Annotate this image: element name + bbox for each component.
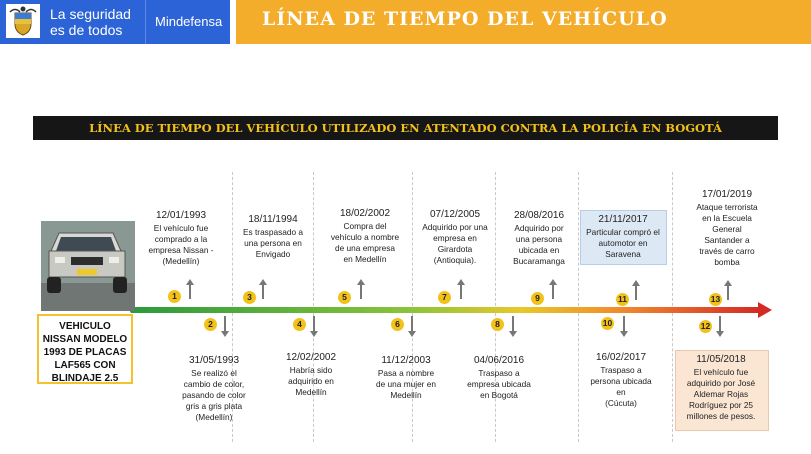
event-text: persona ubicada	[590, 376, 652, 386]
event-text: Pasa a nombre	[377, 368, 435, 378]
header	[0, 0, 811, 44]
event-number-badge: 12	[700, 321, 711, 331]
timeline-event-8	[462, 354, 536, 401]
vehicle-description	[37, 314, 133, 384]
event-date: 11/12/2003	[381, 355, 431, 366]
event-text: Traspaso a	[478, 368, 520, 378]
event-text: Compra del	[343, 221, 387, 231]
event-text: cambio de color,	[183, 379, 245, 389]
timeline-event-11	[582, 213, 664, 260]
event-text: pasando de color	[182, 390, 246, 400]
government-brand	[0, 0, 230, 44]
event-text: millones de pesos.	[686, 411, 756, 421]
event-text: de una empresa	[335, 243, 395, 253]
vehicle-line: BLINDAJE 2.5	[51, 373, 119, 384]
vehicle-photo	[41, 221, 135, 311]
event-text: El vehículo fue	[153, 223, 209, 233]
event-number-badge: 5	[338, 291, 351, 304]
vehicle-line: VEHICULO	[59, 321, 111, 332]
timeline-event-9	[500, 209, 578, 267]
event-text: automotor en	[598, 238, 648, 248]
event-text: empresa Nissan -	[148, 245, 214, 255]
event-text: Particular compró el	[586, 227, 660, 237]
event-text: en	[616, 387, 626, 397]
event-text: adquirido por José	[686, 378, 756, 388]
event-text: bomba	[714, 257, 740, 267]
event-text: Medellín	[295, 387, 327, 397]
event-date: 04/06/2016	[473, 355, 525, 366]
event-number-badge: 2	[204, 318, 217, 331]
timeline-event-12	[677, 353, 765, 422]
page-title: LÍNEA DE TIEMPO DEL VEHÍCULO	[262, 8, 668, 30]
event-text: Ataque terrorista	[696, 202, 758, 212]
event-text: Girardota	[437, 244, 473, 254]
event-text: empresa en	[433, 233, 477, 243]
event-text: Santander a	[704, 235, 750, 245]
event-text: Se realizó el	[191, 368, 237, 378]
slogan-line-1: La seguridad	[50, 6, 131, 22]
event-date: 18/11/1994	[248, 214, 298, 225]
event-text: Habría sido	[289, 365, 333, 375]
timeline-event-5	[322, 207, 408, 265]
event-number-badge: 8	[491, 318, 504, 331]
slogan-line-2: es de todos	[50, 22, 123, 38]
event-date: 31/05/1993	[188, 355, 240, 366]
event-number-badge: 3	[243, 291, 256, 304]
event-text: en la Escuela	[702, 213, 752, 223]
event-text: vehículo a nombre	[330, 232, 400, 242]
event-text: ubicada en	[518, 245, 560, 255]
ministry-name: Mindefensa	[155, 14, 223, 29]
event-text: una persona	[515, 234, 563, 244]
event-text: General	[712, 224, 742, 234]
event-text: Aldemar Rojas	[693, 389, 749, 399]
event-number-badge: 9	[531, 292, 544, 305]
event-text: adquirido en	[288, 376, 334, 386]
event-date: 18/02/2002	[339, 208, 391, 219]
event-text: Medellín	[390, 390, 422, 400]
event-date: 21/11/2017	[598, 214, 648, 225]
header-divider	[145, 0, 146, 44]
event-text: una persona en	[244, 238, 302, 248]
event-text: Envigado	[255, 249, 291, 259]
event-text: Saravena	[605, 249, 641, 259]
timeline-event-2	[180, 354, 248, 423]
event-date: 28/08/2016	[513, 210, 565, 221]
timeline-event-1	[138, 209, 224, 267]
event-number-badge: 6	[391, 318, 404, 331]
vehicle-line: NISSAN MODELO	[42, 334, 128, 345]
event-text: (Antioquia).	[433, 255, 477, 265]
timeline-event-3	[236, 213, 310, 260]
event-number-badge: 4	[293, 318, 306, 331]
event-number-badge: 13	[710, 294, 721, 304]
event-date: 11/05/2018	[696, 354, 746, 365]
event-date: 12/02/2002	[285, 352, 337, 363]
suv-icon	[41, 221, 135, 311]
timeline-event-7	[414, 208, 496, 266]
event-text: (Medellín)	[195, 412, 233, 422]
government-slogan	[50, 6, 145, 38]
event-text: Adquirido por	[514, 223, 564, 233]
event-text: Es traspasado a	[243, 227, 303, 237]
event-date: 17/01/2019	[701, 189, 753, 200]
event-date: 07/12/2005	[429, 209, 481, 220]
event-number-badge: 7	[438, 291, 451, 304]
event-date: 12/01/1993	[155, 210, 207, 221]
event-text: Bucaramanga	[513, 256, 565, 266]
timeline-event-13	[686, 188, 768, 268]
vehicle-line: LAF565 CON	[54, 360, 116, 371]
event-text: empresa ubicada	[467, 379, 531, 389]
event-text: Rodríguez por 25	[688, 400, 754, 410]
event-text: gris a gris plata	[185, 401, 243, 411]
event-number-badge: 1	[168, 290, 181, 303]
event-text: (Medellín)	[162, 256, 200, 266]
timeline-event-6	[368, 354, 444, 401]
event-text: Adquirido por una	[422, 222, 488, 232]
timeline-bar	[130, 307, 760, 313]
event-text: El vehículo fue	[693, 367, 749, 377]
event-text: en Bogotá	[480, 390, 518, 400]
timeline-heading: LÍNEA DE TIEMPO DEL VEHÍCULO UTILIZADO EN ATENTADO CONTRA LA POLICÍA EN BOGOTÁ	[89, 121, 722, 135]
event-number-badge: 10	[602, 318, 613, 328]
event-number-badge: 11	[618, 294, 627, 304]
event-date: 16/02/2017	[595, 352, 647, 363]
timeline-event-4	[278, 351, 344, 398]
timeline-event-10	[583, 351, 659, 409]
event-text: de una mujer en	[376, 379, 436, 389]
vehicle-line: 1993 DE PLACAS	[43, 347, 127, 358]
coat-of-arms-icon	[6, 4, 40, 38]
timeline-arrowhead	[758, 302, 772, 318]
event-text: (Cúcuta)	[605, 398, 637, 408]
event-text: través de carro	[699, 246, 755, 256]
event-text: en Medellín	[343, 254, 387, 264]
event-text: comprado a la	[154, 234, 208, 244]
event-text: Traspaso a	[600, 365, 642, 375]
